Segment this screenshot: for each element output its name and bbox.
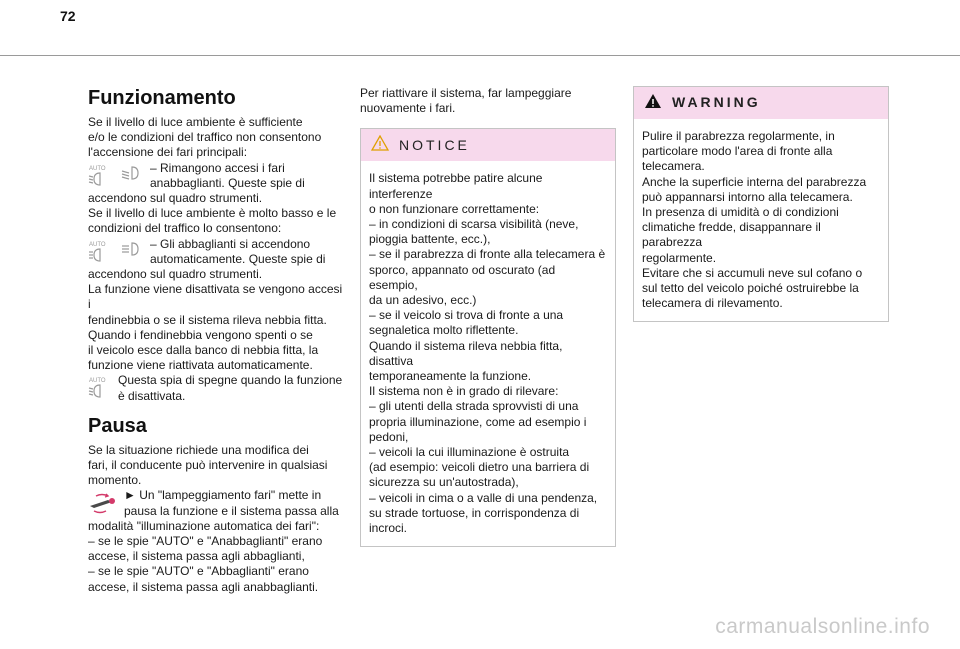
notice-body: Il sistema potrebbe patire alcune interferenze o non funzionare correttamente: – in condizioni di scarsa visibilità (neve, pioggia battente, ecc.), – se il parabrezza di fronte alla telecamera è sporco, appannato od oscurato (ad esempio, da un adesivo, ecc.) – se il veicolo si trova di fronte a una segnaletica molto riflettente. Quando il sistema rileva nebbia fitta, disattiva temporaneamente la funzione. Il sistema non è in grado di rilevare: – gli utenti della strada sprovvisti di una propria illuminazione, come ad esempio i pedoni, – veicoli la cui illuminazione è ostruita (ad esempio: veicoli dietro una barriera di sicurezza su un'autostrada), – veicoli in cima o a valle di una pendenza, su strade tortuose, in corrispondenza di incroci. <box>369 171 606 536</box>
notice-header <box>361 129 615 161</box>
flash-block <box>88 488 344 594</box>
header-rule <box>0 55 960 56</box>
column-left <box>88 86 344 595</box>
warning-body: Pulire il parabrezza regolarmente, in particolare modo l'area di fronte alla telecamera. Anche la superficie interna del parabrezza può appannarsi intorno alla telecamera. In presenza di umidità o di condizioni climatiche fredde, disappannare il parabrezza regolarmente. Evitare che si accumuli neve sul cofano o sul tetto del veicolo poiché ostruirebbe la telecamera di rilevamento. <box>642 129 867 311</box>
para-low-beam: – Rimangono accesi i fari anabbaglianti. Queste spie di accendono sul quadro strumenti. <box>88 160 305 206</box>
para-very-dark: Se il livello di luce ambiente è molto basso e le condizioni del traffico lo consentono: <box>88 206 337 236</box>
low-beam-icon <box>120 163 144 187</box>
low-beam-icons <box>88 163 144 189</box>
auto-headlamp-icon <box>88 163 112 187</box>
column-middle <box>360 86 616 547</box>
notice-box <box>360 128 616 547</box>
auto-off-icons <box>88 375 112 401</box>
high-beam-block <box>88 237 344 283</box>
column-right <box>633 86 889 322</box>
auto-off-block <box>88 373 344 403</box>
low-beam-block <box>88 161 344 207</box>
notice-warning-icon <box>371 135 389 155</box>
high-beam-icons <box>88 239 144 265</box>
svg-text:AUTO: AUTO <box>89 241 106 248</box>
para-fog: La funzione viene disattivata se vengono accesi i fendinebbia o se il sistema rileva nebbia fitta. Quando i fendinebbia vengono spenti o se il veicolo esce dalla banco di nebbia fitta, la funzione viene riattivata automaticamente. <box>88 282 343 373</box>
notice-title: NOTICE <box>399 136 470 153</box>
para-pausa-intro: Se la situazione richiede una modifica dei fari, il conducente può intervenire in qualsiasi momento. <box>88 442 328 488</box>
warning-header <box>634 87 888 119</box>
svg-text:AUTO: AUTO <box>89 378 106 385</box>
para-auto-off: Questa spia di spegne quando la funzione è disattivata. <box>118 373 343 403</box>
warning-title: WARNING <box>672 94 761 111</box>
warning-triangle-icon <box>644 93 662 113</box>
watermark: carmanualsonline.info <box>715 615 930 638</box>
page-number: 72 <box>60 8 76 24</box>
warning-box <box>633 86 889 322</box>
para-high-beam: – Gli abbaglianti si accendono automaticamente. Queste spie di accendono sul quadro strumenti. <box>88 236 326 282</box>
para-flash: ► Un "lampeggiamento fari" mette in pausa la funzione e il sistema passa alla modalità "illuminazione automatica dei fari": – se le spie "AUTO" e "Anabbaglianti" erano accese, il sistema passa agli abbaglianti, – se le spie "AUTO" e "Abbaglianti" erano accese, il sistema passa agli anabbaglianti. <box>88 488 339 594</box>
high-beam-icon <box>120 239 144 263</box>
svg-text:AUTO: AUTO <box>89 165 106 172</box>
auto-headlamp-icon-3 <box>88 375 112 399</box>
auto-headlamp-icon-2 <box>88 239 112 263</box>
para-intro: Se il livello di luce ambiente è sufficiente e/o le condizioni del traffico non consentono l'accensione dei fari principali: <box>88 115 322 160</box>
heading-funzionamento: Funzionamento <box>88 87 236 109</box>
para-reactivate: Per riattivare il sistema, far lampeggiare nuovamente i fari. <box>360 86 572 116</box>
lighting-stalk-icon <box>88 492 118 514</box>
heading-pausa: Pausa <box>88 414 147 437</box>
